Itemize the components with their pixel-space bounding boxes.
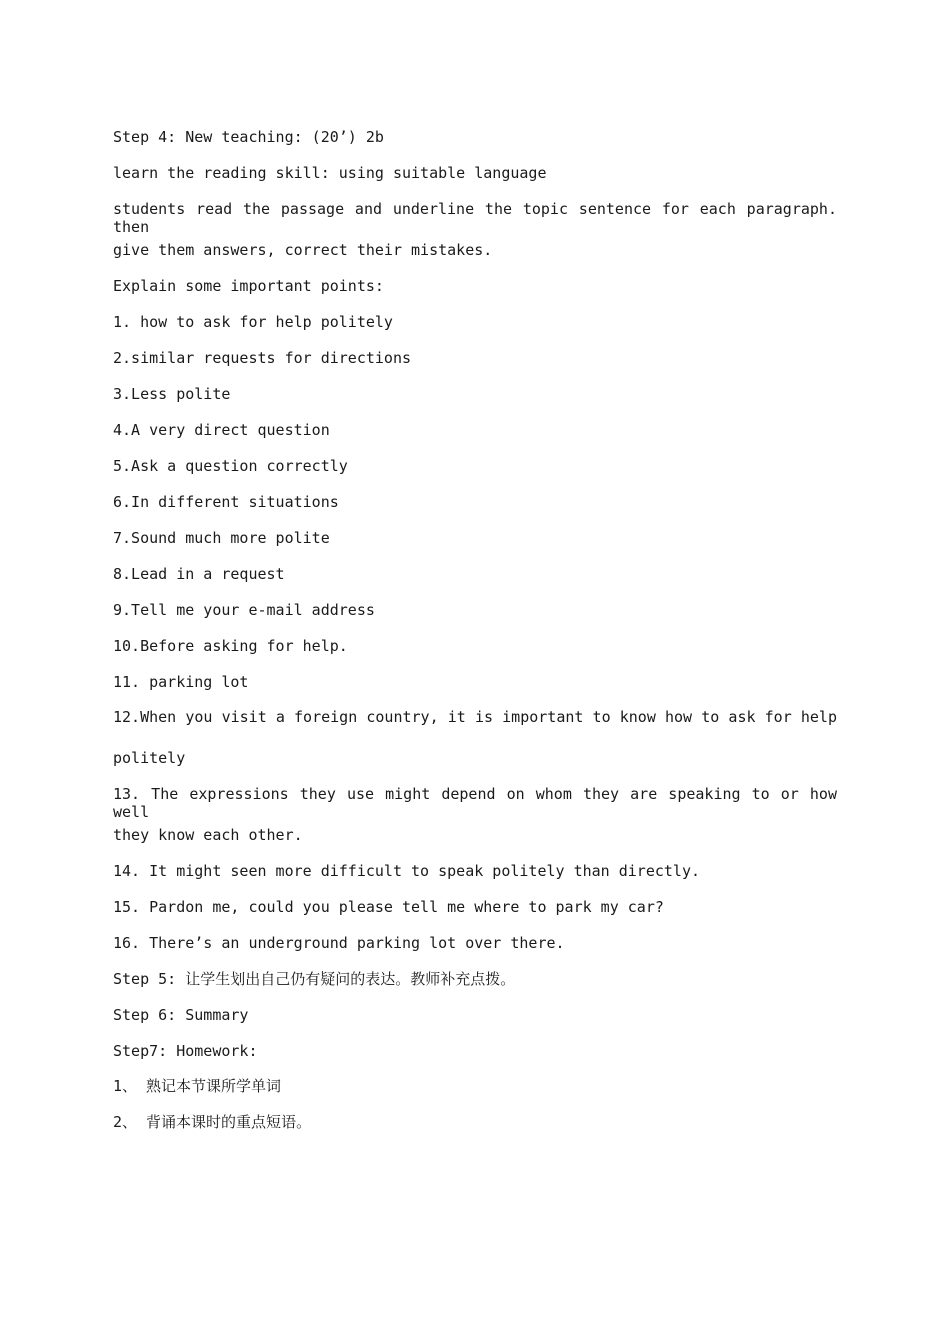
reading-skill-line: learn the reading skill: using suitable language <box>113 164 547 182</box>
step7-heading: Step7: Homework: <box>113 1042 258 1060</box>
step6-line: Step 6: Summary <box>113 1006 249 1024</box>
step5-line: Step 5: 让学生划出自己仍有疑问的表达。教师补充点拨。 <box>113 970 516 988</box>
point-12-line-2: politely <box>113 749 186 767</box>
instruction-line-1: students read the passage and underline the topic sentence for each paragraph. then <box>113 200 837 236</box>
point-12-line-1: 12.When you visit a foreign country, it is important to know how to ask for help <box>113 708 837 726</box>
homework-item-1: 1、 熟记本节课所学单词 <box>113 1077 282 1095</box>
point-7: 7.Sound much more polite <box>113 529 330 547</box>
point-1: 1. how to ask for help politely <box>113 313 393 331</box>
homework-item-2: 2、 背诵本课时的重点短语。 <box>113 1113 312 1131</box>
point-3: 3.Less polite <box>113 385 231 403</box>
points-heading: Explain some important points: <box>113 277 384 295</box>
point-15: 15. Pardon me, could you please tell me where to park my car? <box>113 898 664 916</box>
point-10: 10.Before asking for help. <box>113 637 348 655</box>
point-9: 9.Tell me your e-mail address <box>113 601 375 619</box>
point-6: 6.In different situations <box>113 493 339 511</box>
instruction-line-2: give them answers, correct their mistakes. <box>113 241 493 259</box>
point-5: 5.Ask a question correctly <box>113 457 348 475</box>
point-11: 11. parking lot <box>113 673 249 691</box>
point-13-line-1: 13. The expressions they use might depend on whom they are speaking to or how well <box>113 785 837 821</box>
point-14: 14. It might seen more difficult to speak politely than directly. <box>113 862 700 880</box>
point-2: 2.similar requests for directions <box>113 349 412 367</box>
point-4: 4.A very direct question <box>113 421 330 439</box>
point-8: 8.Lead in a request <box>113 565 285 583</box>
point-13-line-2: they know each other. <box>113 826 303 844</box>
point-16: 16. There’s an underground parking lot over there. <box>113 934 565 952</box>
step4-heading: Step 4: New teaching: (20’) 2b <box>113 128 384 146</box>
